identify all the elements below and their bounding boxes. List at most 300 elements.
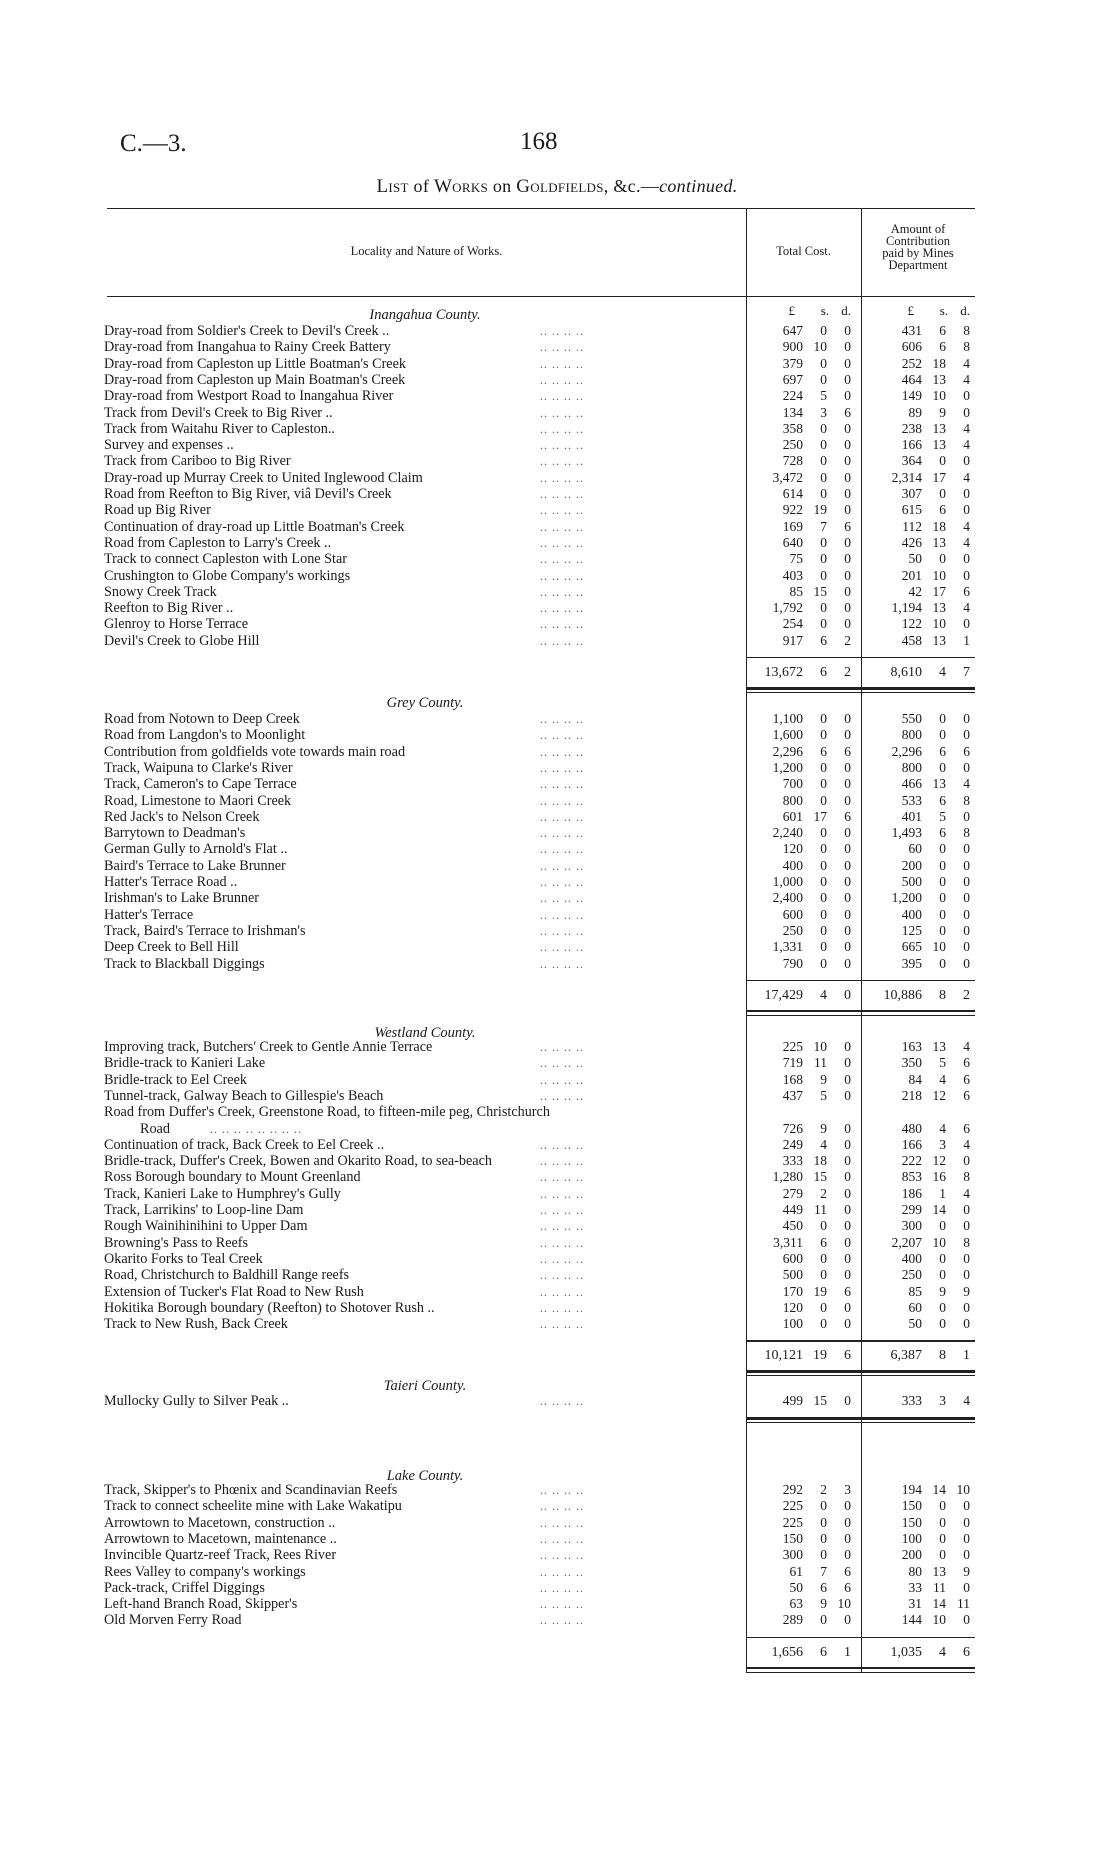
total-pounds: 358 [782, 420, 803, 436]
total-pence: 0 [844, 1234, 851, 1250]
contribution-pence: 8 [963, 1169, 970, 1185]
contribution-shillings: 13 [932, 632, 946, 648]
total-pence: 0 [844, 1547, 851, 1563]
contribution-pence: 0 [963, 890, 970, 906]
contribution-shillings: 0 [939, 906, 946, 922]
total-pence: 6 [844, 808, 851, 824]
contribution-pence: 10 [956, 1482, 970, 1497]
total-pence: 0 [844, 420, 851, 436]
section-contribution-pounds: 8,610 [890, 665, 922, 680]
contribution-shillings: 10 [932, 1234, 946, 1250]
contribution-shillings: 0 [939, 1316, 946, 1332]
document-code: C.—3. [120, 130, 187, 157]
total-shillings: 0 [820, 437, 827, 453]
work-description: Continuation of dray-road up Little Boatman's Creek [104, 518, 405, 535]
leader-dots: .. .. .. .. [540, 1613, 584, 1628]
leader-dots: .. .. .. .. [540, 1170, 584, 1185]
contribution-shillings: 18 [932, 355, 946, 371]
leader-dots: .. .. .. .. [540, 891, 584, 906]
work-description: Glenroy to Horse Terrace [104, 616, 249, 633]
work-description: Mullocky Gully to Silver Peak .. [104, 1393, 289, 1409]
work-description: Snowy Creek Track [104, 583, 217, 600]
total-pence: 0 [844, 1087, 851, 1103]
leader-dots: .. .. .. .. [540, 1483, 584, 1497]
contribution-pence: 4 [963, 355, 970, 371]
work-description: Hatter's Terrace [104, 906, 194, 923]
total-pence: 6 [844, 518, 851, 534]
contribution-pence: 0 [963, 502, 970, 518]
contribution-pence: 0 [963, 1498, 970, 1514]
contribution-pounds: 550 [901, 711, 922, 726]
work-description: Track to connect Capleston with Lone Star [104, 551, 347, 568]
leader-dots: .. .. .. .. [540, 1597, 584, 1612]
work-description: Road, Limestone to Maori Creek [104, 792, 292, 809]
work-description: Ross Borough boundary to Mount Greenland [104, 1169, 361, 1186]
leader-dots: .. .. .. .. [540, 503, 584, 518]
leader-dots: .. .. .. .. [540, 1580, 584, 1595]
total-pence: 0 [844, 759, 851, 775]
contribution-pounds: 125 [901, 922, 922, 938]
total-pence: 0 [844, 1267, 851, 1283]
leader-dots: .. .. .. .. [540, 793, 584, 808]
contribution-pounds: 200 [901, 1547, 922, 1563]
contribution-pence: 4 [963, 420, 970, 436]
total-pounds: 150 [782, 1530, 803, 1546]
total-pounds: 50 [789, 1579, 803, 1595]
contribution-shillings: 0 [939, 1250, 946, 1266]
contribution-shillings: 18 [932, 518, 946, 534]
contribution-shillings: 0 [939, 486, 946, 501]
total-pounds: 2,296 [772, 743, 803, 759]
work-description: Track to Blackball Diggings [104, 955, 265, 972]
total-pounds: 697 [782, 371, 803, 387]
contribution-shillings: 0 [939, 922, 946, 938]
total-pounds: 100 [782, 1316, 803, 1332]
contribution-pence: 0 [963, 727, 970, 743]
contribution-pence: 0 [963, 1153, 970, 1169]
contribution-pounds: 122 [901, 616, 922, 632]
total-pounds: 170 [782, 1283, 803, 1299]
contribution-pence: 4 [963, 1039, 970, 1054]
contribution-pounds: 33 [908, 1579, 922, 1595]
work-description-continued: Road [140, 1120, 170, 1137]
work-description: Dray-road up Murray Creek to United Inglewood Claim [104, 469, 423, 486]
total-pence: 0 [844, 955, 851, 971]
work-description: Track, Larrikins' to Loop-line Dam [104, 1202, 304, 1218]
total-pence: 0 [844, 1202, 851, 1217]
total-pence: 0 [844, 469, 851, 485]
contribution-pence: 0 [963, 939, 970, 955]
work-description: Track from Cariboo to Big River [104, 453, 291, 470]
work-description: Road from Reefton to Big River, viâ Devil's Creek [104, 486, 392, 502]
contribution-shillings: 9 [939, 1283, 946, 1299]
total-pence: 0 [844, 1218, 851, 1234]
contribution-pence: 0 [963, 1202, 970, 1217]
contribution-pence: 0 [963, 453, 970, 469]
section-total-pounds: 1,656 [771, 1644, 803, 1660]
section-contribution-pence: 1 [963, 1348, 970, 1364]
total-shillings: 10 [813, 339, 827, 355]
contribution-shillings: 0 [939, 841, 946, 857]
section-contribution-pounds: 10,886 [883, 987, 922, 1003]
contribution-shillings: 13 [932, 600, 946, 616]
contribution-shillings: 13 [932, 1039, 946, 1054]
total-shillings: 15 [813, 1393, 827, 1408]
total-pounds: 719 [782, 1055, 803, 1071]
total-pence: 0 [844, 1185, 851, 1201]
total-pounds: 120 [782, 1299, 803, 1315]
total-shillings: 15 [813, 583, 827, 599]
work-description: Dray-road from Capleston up Little Boatman's Creek [104, 355, 406, 372]
work-description: Left-hand Branch Road, Skipper's [104, 1596, 298, 1613]
leader-dots: .. .. .. .. [540, 923, 584, 938]
total-shillings: 7 [820, 518, 827, 534]
leader-dots: .. .. .. .. [540, 956, 584, 971]
section-contribution-pence: 2 [963, 987, 970, 1003]
total-shillings: 9 [820, 1071, 827, 1087]
contribution-pence: 0 [963, 711, 970, 726]
total-pounds: 1,100 [772, 711, 803, 726]
leader-dots: .. .. .. .. [540, 940, 584, 955]
section-total-pence: 2 [844, 665, 851, 680]
work-description: Improving track, Butchers' Creek to Gentle Annie Terrace [104, 1039, 433, 1055]
leader-dots: .. .. .. .. [540, 907, 584, 922]
total-pounds: 600 [782, 1250, 803, 1266]
contribution-pounds: 218 [901, 1087, 922, 1103]
contribution-pounds: 400 [901, 906, 922, 922]
column-header-locality: Locality and Nature of Works. [350, 244, 503, 258]
contribution-pounds: 100 [901, 1530, 922, 1546]
contribution-pounds: 2,314 [891, 469, 922, 485]
contribution-pounds: 464 [901, 371, 922, 387]
contribution-pence: 0 [963, 841, 970, 857]
contribution-shillings: 3 [939, 1136, 946, 1152]
total-pence: 0 [844, 922, 851, 938]
work-description: Road, Christchurch to Baldhill Range reefs [104, 1267, 350, 1284]
contribution-shillings: 10 [932, 616, 946, 632]
contribution-shillings: 10 [932, 388, 946, 404]
contribution-pence: 6 [963, 583, 970, 599]
total-pence: 0 [844, 890, 851, 906]
total-pounds: 1,792 [772, 600, 803, 616]
total-pounds: 120 [782, 841, 803, 857]
contribution-pounds: 144 [901, 1612, 922, 1628]
page-title: List of Works on Goldfields, &c.—continued. [376, 176, 738, 197]
contribution-pounds: 149 [901, 388, 922, 404]
total-shillings: 0 [820, 469, 827, 485]
contribution-pence: 0 [963, 1218, 970, 1234]
total-shillings: 0 [820, 616, 827, 632]
total-pounds: 75 [789, 551, 803, 567]
contribution-pounds: 42 [908, 583, 922, 599]
contribution-pounds: 300 [901, 1218, 922, 1234]
contribution-pounds: 307 [901, 486, 922, 501]
contribution-pounds: 186 [901, 1185, 922, 1201]
total-pence: 0 [844, 874, 851, 889]
contribution-shillings: 6 [939, 339, 946, 355]
total-pounds: 437 [782, 1087, 803, 1103]
total-pence: 0 [844, 1120, 851, 1136]
total-shillings: 5 [820, 1087, 827, 1103]
total-pounds: 700 [782, 776, 803, 792]
total-pounds: 1,280 [772, 1169, 803, 1185]
work-description: Crushington to Globe Company's workings [104, 567, 351, 584]
contribution-shillings: 0 [939, 1530, 946, 1546]
leader-dots: .. .. .. .. [540, 1548, 584, 1563]
contribution-pence: 4 [963, 518, 970, 534]
contribution-pounds: 533 [901, 792, 922, 808]
contribution-pounds: 166 [901, 1136, 922, 1152]
contribution-pounds: 395 [901, 955, 922, 971]
leader-dots: .. .. .. .. [540, 1515, 584, 1530]
total-shillings: 10 [813, 1039, 827, 1054]
contribution-shillings: 0 [939, 874, 946, 889]
total-pence: 0 [844, 1299, 851, 1315]
leader-dots: .. .. .. .. [540, 535, 584, 550]
contribution-pence: 1 [963, 632, 970, 648]
work-description: Bridle-track, Duffer's Creek, Bowen and Okarito Road, to sea-beach [104, 1153, 492, 1170]
contribution-shillings: 14 [932, 1202, 946, 1217]
work-description: Track from Waitahu River to Capleston.. [104, 420, 335, 437]
total-shillings: 9 [820, 1596, 827, 1612]
leader-dots: .. .. .. .. [540, 1088, 584, 1103]
contribution-pence: 0 [963, 1299, 970, 1315]
total-pence: 0 [844, 841, 851, 857]
leader-dots: .. .. .. .. [540, 324, 584, 338]
total-pounds: 250 [782, 437, 803, 453]
contribution-shillings: 0 [939, 1299, 946, 1315]
contribution-pounds: 166 [901, 437, 922, 453]
leader-dots: .. .. .. .. [540, 340, 584, 355]
work-description: Devil's Creek to Globe Hill [104, 632, 260, 649]
total-shillings: 0 [820, 355, 827, 371]
leader-dots: .. .. .. .. [540, 1219, 584, 1234]
section-contribution-pence: 6 [963, 1644, 970, 1660]
contribution-pounds: 500 [901, 874, 922, 889]
total-shillings: 0 [820, 1547, 827, 1563]
section-contribution-pounds: 1,035 [890, 1644, 922, 1660]
work-description: Reefton to Big River .. [104, 600, 234, 617]
total-pounds: 1,000 [772, 874, 803, 889]
work-description: German Gully to Arnold's Flat .. [104, 841, 288, 858]
total-pence: 0 [844, 551, 851, 567]
total-shillings: 6 [820, 1579, 827, 1595]
leader-dots: .. .. .. .. [540, 842, 584, 857]
contribution-shillings: 0 [939, 759, 946, 775]
unit-pound-contribution: £ [907, 303, 914, 318]
work-description: Road from Notown to Deep Creek [104, 711, 300, 727]
total-shillings: 0 [820, 857, 827, 873]
contribution-pence: 0 [963, 906, 970, 922]
contribution-pence: 4 [963, 1393, 970, 1408]
unit-shilling-total: s. [820, 303, 829, 318]
work-description: Track to connect scheelite mine with Lake Wakatipu [104, 1498, 402, 1515]
section-total-pounds: 10,121 [764, 1348, 803, 1364]
contribution-shillings: 12 [932, 1153, 946, 1169]
work-description: Irishman's to Lake Brunner [104, 890, 260, 907]
contribution-pounds: 458 [901, 632, 922, 648]
section-total-shillings: 19 [813, 1348, 827, 1364]
unit-pound-total: £ [788, 303, 795, 318]
total-pounds: 917 [782, 632, 803, 648]
work-description: Dray-road from Soldier's Creek to Devil's Creek .. [104, 323, 390, 339]
contribution-pounds: 80 [908, 1563, 922, 1579]
total-shillings: 0 [820, 939, 827, 955]
total-pounds: 922 [782, 502, 803, 518]
contribution-pence: 0 [963, 567, 970, 583]
total-shillings: 0 [820, 776, 827, 792]
contribution-shillings: 13 [932, 534, 946, 550]
leader-dots: .. .. .. .. [540, 601, 584, 616]
leader-dots: .. .. .. .. [540, 470, 584, 485]
contribution-pounds: 665 [901, 939, 922, 955]
contribution-shillings: 3 [939, 1393, 946, 1408]
leader-dots: .. .. .. .. [540, 760, 584, 775]
leader-dots: .. .. .. .. [540, 617, 584, 632]
total-shillings: 0 [820, 600, 827, 616]
total-shillings: 0 [820, 323, 827, 338]
leader-dots: .. .. .. .. [540, 826, 584, 841]
total-shillings: 0 [820, 1316, 827, 1332]
contribution-shillings: 0 [939, 890, 946, 906]
contribution-pounds: 50 [908, 1316, 922, 1332]
total-shillings: 0 [820, 874, 827, 889]
total-pounds: 1,600 [772, 727, 803, 743]
contribution-pounds: 800 [901, 759, 922, 775]
total-shillings: 0 [820, 371, 827, 387]
total-shillings: 19 [813, 1283, 827, 1299]
total-shillings: 7 [820, 1563, 827, 1579]
work-description: Baird's Terrace to Lake Brunner [104, 857, 286, 874]
contribution-pounds: 606 [901, 339, 922, 355]
total-pence: 3 [844, 1482, 851, 1497]
total-pence: 0 [844, 534, 851, 550]
total-pence: 0 [844, 1612, 851, 1628]
total-shillings: 0 [820, 955, 827, 971]
contribution-shillings: 13 [932, 776, 946, 792]
section-contribution-shillings: 8 [939, 987, 946, 1003]
leader-dots: .. .. .. .. [540, 1186, 584, 1201]
total-shillings: 0 [820, 1514, 827, 1530]
total-pence: 0 [844, 371, 851, 387]
contribution-shillings: 5 [939, 808, 946, 824]
leader-dots: .. .. .. .. [540, 487, 584, 501]
total-shillings: 0 [820, 551, 827, 567]
contribution-pence: 6 [963, 743, 970, 759]
total-pounds: 2,400 [772, 890, 803, 906]
column-divider-1 [746, 208, 747, 1672]
column-header-total-cost: Total Cost. [776, 244, 831, 258]
total-pence: 0 [844, 453, 851, 469]
contribution-pounds: 431 [901, 323, 922, 338]
contribution-shillings: 0 [939, 727, 946, 743]
section-total-shillings: 6 [820, 665, 827, 680]
work-description: Pack-track, Criffel Diggings [104, 1579, 265, 1596]
total-pounds: 499 [782, 1393, 803, 1408]
leader-dots: .. .. .. .. [540, 454, 584, 469]
column-divider-2 [861, 208, 862, 1672]
contribution-pence: 0 [963, 808, 970, 824]
contribution-pence: 8 [963, 339, 970, 355]
contribution-pounds: 112 [902, 518, 922, 534]
contribution-pence: 0 [963, 922, 970, 938]
total-pounds: 614 [782, 486, 803, 501]
total-pence: 0 [844, 1250, 851, 1266]
total-shillings: 2 [820, 1185, 827, 1201]
total-shillings: 6 [820, 743, 827, 759]
leader-dots: .. .. .. .. [540, 1072, 584, 1087]
contribution-pence: 6 [963, 1055, 970, 1071]
work-description: Road from Langdon's to Moonlight [104, 727, 306, 744]
total-pounds: 168 [782, 1071, 803, 1087]
contribution-pounds: 800 [901, 727, 922, 743]
work-description: Road from Duffer's Creek, Greenstone Road, to fifteen-mile peg, Christchurch [104, 1104, 550, 1121]
contribution-pounds: 480 [901, 1120, 922, 1136]
contribution-pence: 4 [963, 1136, 970, 1152]
contribution-shillings: 14 [932, 1596, 946, 1612]
total-shillings: 11 [814, 1202, 827, 1217]
leader-dots: .. .. .. .. [540, 1394, 584, 1408]
total-pence: 0 [844, 339, 851, 355]
contribution-pounds: 2,207 [891, 1234, 922, 1250]
total-shillings: 0 [820, 922, 827, 938]
contribution-pence: 0 [963, 955, 970, 971]
total-pounds: 647 [782, 323, 803, 338]
total-pounds: 279 [782, 1185, 803, 1201]
contribution-pence: 0 [963, 404, 970, 420]
total-pounds: 790 [782, 955, 803, 971]
leader-dots: .. .. .. .. [540, 519, 584, 534]
total-pence: 0 [844, 1498, 851, 1514]
total-shillings: 9 [820, 1120, 827, 1136]
leader-dots: .. .. .. .. [540, 552, 584, 567]
leader-dots: .. .. .. .. [540, 712, 584, 726]
total-pence: 0 [844, 1055, 851, 1071]
total-pounds: 600 [782, 906, 803, 922]
contribution-pounds: 333 [901, 1393, 922, 1408]
contribution-shillings: 4 [939, 1071, 946, 1087]
contribution-pence: 0 [963, 1547, 970, 1563]
work-description: Track, Kanieri Lake to Humphrey's Gully [104, 1185, 341, 1202]
work-description: Hokitika Borough boundary (Reefton) to Shotover Rush .. [104, 1299, 435, 1316]
work-description: Rough Wainihinihini to Upper Dam [104, 1218, 308, 1235]
total-pence: 0 [844, 906, 851, 922]
total-pence: 0 [844, 1039, 851, 1054]
contribution-shillings: 6 [939, 825, 946, 841]
total-shillings: 0 [820, 453, 827, 469]
total-pounds: 400 [782, 857, 803, 873]
contribution-pence: 0 [963, 1514, 970, 1530]
contribution-pounds: 1,493 [891, 825, 922, 841]
contribution-shillings: 0 [939, 551, 946, 567]
section-total-pounds: 13,672 [764, 665, 803, 680]
total-shillings: 0 [820, 1250, 827, 1266]
leader-dots: .. .. .. .. [540, 1284, 584, 1299]
total-pounds: 3,311 [773, 1234, 803, 1250]
contribution-pence: 8 [963, 323, 970, 338]
section-contribution-shillings: 8 [939, 1348, 946, 1364]
contribution-shillings: 6 [939, 792, 946, 808]
contribution-shillings: 10 [932, 567, 946, 583]
leader-dots: .. .. .. .. [540, 858, 584, 873]
total-pence: 0 [844, 711, 851, 726]
total-shillings: 6 [820, 632, 827, 648]
total-shillings: 0 [820, 711, 827, 726]
contribution-shillings: 10 [932, 1612, 946, 1628]
total-pence: 0 [844, 857, 851, 873]
contribution-pounds: 194 [901, 1482, 922, 1497]
contribution-pence: 0 [963, 551, 970, 567]
